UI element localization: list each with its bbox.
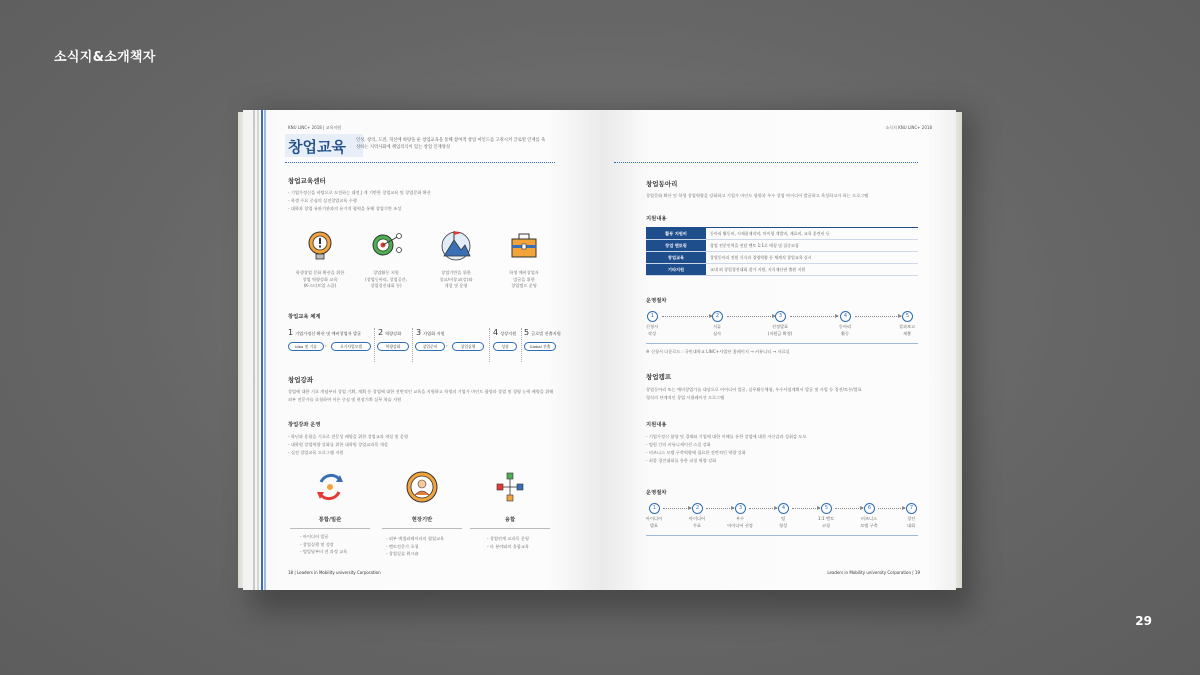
step-circle: 3 bbox=[775, 311, 786, 322]
support2-bullet: - 팀원 간의 커뮤니케이션 스킬 강화 bbox=[646, 442, 711, 447]
operation-bullet: - 실전 창업교육 프로그램 지원 bbox=[288, 450, 344, 455]
step-circle: 1 bbox=[649, 503, 660, 514]
operation-bullet: - 학년과 융합을 기초로 전문성 배양을 위한 창업교과 개설 및 운영 bbox=[288, 434, 408, 439]
step-caption: 결과보고 제출 bbox=[898, 324, 916, 336]
step-arrow bbox=[662, 316, 712, 317]
camp-intro: 창업동아리 또는 예비창업가를 대상으로 아이디어 발굴, 실무활동체험, 우수사업계획서 발굴 및 사업 등 경진/토론/발표 형식의 단계적인 창업 시뮬레이션 프로그램 bbox=[646, 387, 862, 400]
header-divider bbox=[614, 162, 918, 163]
step-arrow bbox=[663, 508, 691, 509]
column-rule bbox=[382, 528, 462, 529]
system-pill: Idea 및 기술 bbox=[288, 342, 324, 351]
step-arrow bbox=[749, 508, 777, 509]
center-heading: 창업교육센터 bbox=[288, 177, 326, 185]
page-stripes bbox=[253, 110, 267, 590]
operation-bullet: - 대학원 창업역량 강화를 위한 대학원 창업교과목 개설 bbox=[288, 442, 388, 447]
table-row: 창업교육 창업동아리 전원 식식과 경영역량 등 체계적 창업교육 실시 bbox=[646, 252, 918, 264]
step-circle: 6 bbox=[864, 503, 875, 514]
step-circle: 4 bbox=[840, 311, 851, 322]
step-caption: 팀 형성 bbox=[778, 516, 788, 528]
step-caption: 아이디어 발표 bbox=[645, 516, 663, 528]
column-items: - 아이디어 발굴 - 창업실행 및 성장 - 팀빌딩부터 전 과정 교육 bbox=[300, 534, 348, 554]
stage-label: 3 사업화 지원 bbox=[416, 328, 445, 337]
step-caption: 아이디어 투표 bbox=[688, 516, 706, 528]
step-caption: 1:1 멘토 코칭 bbox=[817, 516, 835, 528]
briefcase-icon bbox=[507, 228, 541, 262]
table-row: 창업 멘토링 창업 전문인력을 전담 멘토 1:1로 매칭 및 집중코칭 bbox=[646, 240, 918, 252]
column-name: 현장기반 bbox=[411, 517, 433, 523]
step-caption: 서류 심사 bbox=[712, 324, 722, 336]
icon-caption: 학생창업 문화 확산을 위한 창업 역량강화 교육 (K-스타트업 스쿨) bbox=[295, 270, 345, 288]
step-arrow bbox=[855, 316, 901, 317]
step-circle: 1 bbox=[647, 311, 658, 322]
procedure2-heading: 운영절차 bbox=[646, 490, 667, 496]
step-arrow bbox=[706, 508, 734, 509]
step-circle: 7 bbox=[906, 503, 917, 514]
procedure1-heading: 운영절차 bbox=[646, 298, 667, 304]
page-intro: 인성, 창의, 도전, 혁신에 바탕을 둔 창업교육을 통해 참여적 창업 마인드를 고취시켜 글로벌 인재를 육성하는 지역사회에 책임의식이 있는 창업 인재양성 bbox=[356, 138, 546, 150]
step-caption: 비즈니스 모델 구축 bbox=[860, 516, 878, 528]
step-arrow bbox=[727, 316, 775, 317]
center-bullet: - 기업가정신을 바탕으로 도전하는 대전 J 개 기반한 창업교육 및 창업문화 확산 bbox=[288, 190, 431, 195]
left-header: KNU LINC+ 2018 | 교육지원 bbox=[288, 125, 342, 130]
procedure-rule bbox=[646, 535, 918, 536]
column-rule bbox=[290, 528, 370, 529]
step-caption: 선정발표 (지원금 확정) bbox=[767, 324, 793, 336]
right-header: 소식지 KNU LINC+ 2018 bbox=[885, 125, 932, 130]
club-heading: 창업동아리 bbox=[646, 180, 678, 188]
system-pill: 성장 bbox=[493, 342, 517, 351]
book-edge-right bbox=[956, 112, 962, 588]
target-icon bbox=[369, 228, 403, 262]
stage-label: 2 역량강화 bbox=[378, 328, 402, 337]
network-icon bbox=[493, 470, 527, 504]
title-divider bbox=[285, 162, 555, 163]
center-bullet: - 대학과 창업 유관기관과의 유기적 협력을 통해 창업기반 조성 bbox=[288, 206, 402, 211]
lightbulb-icon bbox=[303, 228, 337, 262]
left-page bbox=[243, 110, 600, 590]
step-arrow bbox=[835, 508, 863, 509]
step-arrow bbox=[790, 316, 838, 317]
system-heading: 창업교육 체계 bbox=[288, 314, 321, 320]
pill-arrow: › bbox=[325, 343, 327, 348]
mountain-flag-icon bbox=[439, 228, 473, 262]
step-caption: 동아리 활동 bbox=[838, 324, 852, 336]
step-caption: 경진 대회 bbox=[906, 516, 916, 528]
cycle-arrows-icon bbox=[313, 470, 347, 504]
step-arrow bbox=[792, 508, 820, 509]
stage-label: 5 글로벌 진출지원 bbox=[524, 328, 561, 337]
icon-caption: 창업기반을 위한 창교/비창교(강)와 개설 및 운영 bbox=[439, 270, 473, 288]
club-intro: 창업문화 확산 및 학생 창업역량을 강화하고 기업가 마인드 함양과 우수 창업 아이디어 발굴하고 육성하고자 하는 프로그램 bbox=[646, 193, 869, 198]
step-circle: 5 bbox=[821, 503, 832, 514]
system-pill: Global 진출 bbox=[524, 342, 556, 351]
course-heading: 창업강좌 bbox=[288, 376, 314, 384]
system-pill: 역량강화 bbox=[377, 342, 409, 351]
step-circle: 5 bbox=[902, 311, 913, 322]
icon-caption: 학생 예비창업자 발굴을 위한 창업캠프 운영 bbox=[509, 270, 539, 288]
column-name: 통합/밀관 bbox=[318, 517, 342, 523]
stage-label: 4 성장지원 bbox=[493, 328, 517, 337]
system-pill: 초기사업모델 bbox=[331, 342, 371, 351]
support-table bbox=[646, 228, 918, 276]
pill-arrow: › bbox=[446, 343, 448, 348]
step-circle: 4 bbox=[778, 503, 789, 514]
column-rule bbox=[470, 528, 550, 529]
course-text: 창업에 대한 기초 개념부터 창업 기획, 계획 등 창업에 대한 전반적인 교육을 지원하고 학생의 기업가 마인드 함양과 창업 및 경영 능력 배양을 위해 외부 전문가를 초청하여 이론 중심 및 현장기획 실무 학습 지원 bbox=[288, 389, 554, 402]
step-circle: 2 bbox=[712, 311, 723, 322]
column-items: - 외부 액셀러레이터의 협업교육 - 멘토전문가 초청 - 창업실습 워크숍 bbox=[386, 536, 445, 556]
support2-heading: 지원내용 bbox=[646, 422, 667, 428]
column-items: - 창업연계 교과목 운영 - 타 분야와의 융합교육 bbox=[487, 536, 529, 549]
slide-title: 소식지&소개책자 bbox=[54, 50, 156, 65]
camp-heading: 창업캠프 bbox=[646, 373, 672, 381]
procedure-rule bbox=[646, 343, 918, 344]
support2-bullet: - 기업가정신 함양 및 경제와 기업에 대한 이해를 통한 창업에 대한 자신감과 성취감 도모 bbox=[646, 434, 807, 439]
slide-page-number: 29 bbox=[1135, 614, 1152, 628]
procedure-note: ※ 신청서 다운로드 : 국민대학교 LINC+사업단 홈페이지 → 커뮤니티 → 자료실 bbox=[646, 349, 790, 354]
step-arrow bbox=[878, 508, 905, 509]
step-circle: 2 bbox=[692, 503, 703, 514]
system-pill: 창업준비 bbox=[415, 342, 445, 351]
step-caption: 신청서 작성 bbox=[645, 324, 659, 336]
icon-caption: 창업활동 지원 (창업동아리, 창업공간, 창업경진대회 등) bbox=[364, 270, 408, 288]
page-title: 창업교육 bbox=[288, 138, 346, 156]
right-footer: Leaders in Mobility university Corporation | 19 bbox=[827, 570, 920, 575]
support2-bullet: - 비즈니스 모델 구축역량에 필요한 전반적인 역량 강화 bbox=[646, 450, 746, 455]
person-target-icon bbox=[405, 470, 439, 504]
step-circle: 3 bbox=[735, 503, 746, 514]
right-page bbox=[600, 110, 956, 590]
stage-label: 1 기업가정신 확산 및 예비창업자 발굴 bbox=[288, 328, 362, 337]
system-pill: 창업실행 bbox=[452, 342, 484, 351]
table-row: 기타지원 교내 외 창업경진대회 참가 지원, 지식재산권 출원 지원 bbox=[646, 264, 918, 276]
column-name: 융합 bbox=[504, 517, 516, 523]
step-caption: 우수 아이디어 선정 bbox=[727, 516, 753, 528]
operation-heading: 창업강좌 운영 bbox=[288, 422, 321, 428]
table-row: 활동 지원비 동아리 활동비, 시제품제작비, 마이링 개발비, 재료비, 교육 훈련비 등 bbox=[646, 228, 918, 240]
support2-bullet: - 최종 경진대회를 통한 피칭 역량 강화 bbox=[646, 458, 717, 463]
center-bullet: - 학생 수요 중심의 실전창업교육 수행 bbox=[288, 198, 357, 203]
support-heading: 지원내용 bbox=[646, 216, 667, 222]
left-footer: 18 | Leaders in Mobility university Corporation bbox=[288, 570, 381, 575]
